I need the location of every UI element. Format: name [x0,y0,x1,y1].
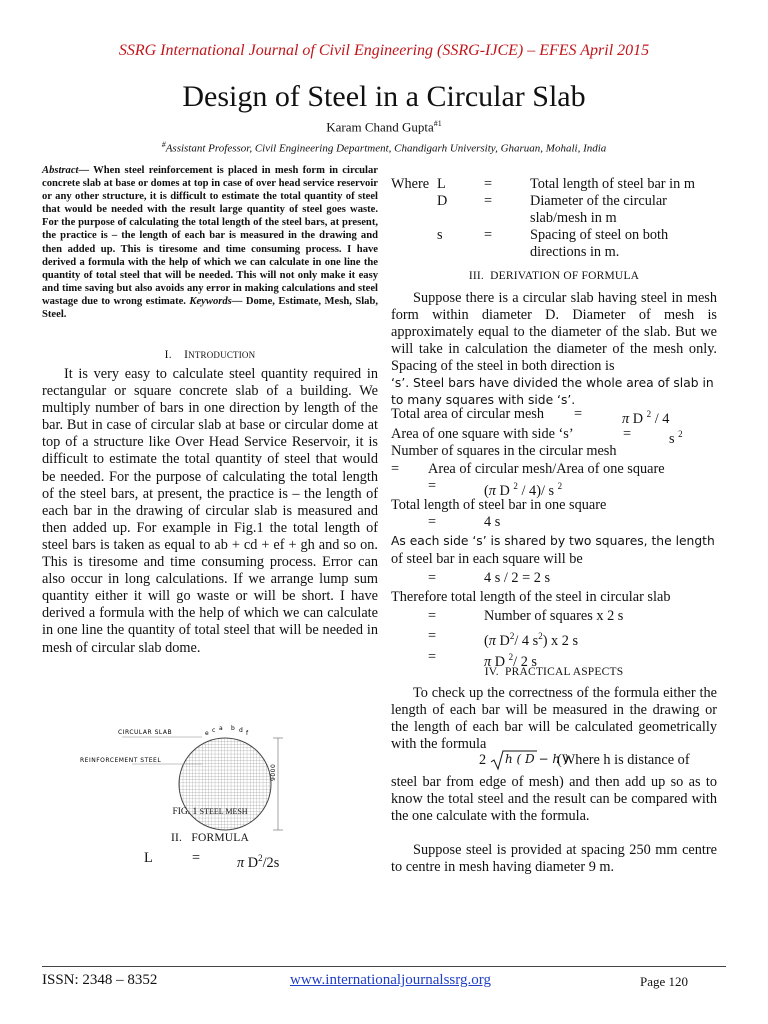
eq-value-sup: 2 [678,429,683,440]
pi-symbol: π [484,654,492,671]
section-heading-introduction [42,349,378,361]
eq-value-sup: 2 [538,631,543,642]
formula-main [42,850,378,871]
eq-label: Number of squares in the circular mesh [391,443,617,460]
eq-value-b: / 2 s [513,654,537,671]
mesh-grid [172,731,278,837]
eq-total-length-square-value [391,514,717,531]
eq-equals: = [574,406,583,422]
practical-formula-line [391,752,717,772]
eq-total-1 [391,608,717,625]
eq-value-sup: 2 [513,480,518,491]
eq-label: Total length of steel bar in one square [391,496,607,513]
keywords-text: — Dome, Estimate, Mesh, Slab, Steel. [42,295,378,321]
section-title: PRACTICAL ASPECTS [504,666,624,678]
eq-value-sup: 2 [646,409,652,419]
pi-symbol: π [622,411,630,427]
where-label: Where [391,176,430,192]
definition-equals: = [484,176,493,192]
definition-row [391,176,721,193]
eq-value: Number of squares x 2 s [484,608,624,625]
affiliation-line [0,140,768,155]
author-name: Karam Chand Gupta [326,119,434,135]
section-title: FORMULA [191,832,249,844]
eq-label: of steel bar in each square will be [391,550,583,567]
practical-paragraph-1: To check up the correctness of the formula either the length of each bar will be measured in the drawing or the length of each bar will be calculated geometrically with the formula [391,685,717,753]
caption-prefix: FIG. 1 [172,807,200,817]
formula-two: 2 [479,752,487,768]
eq-note: As each side ‘s’ is shared by two squares, the length [391,534,715,549]
eq-shared-note [391,533,717,550]
practical-paragraph-1-cont: steel bar from edge of mesh) and then add up so as to know the total steel and the result can be compared with the one calculate with the formula. [391,774,717,825]
derivation-equations [391,406,717,671]
eq-equals: = [428,569,437,586]
footer-url-link[interactable]: www.internationaljournalssrg.org [290,972,491,988]
eq-label: Area of one square with side ‘s’ [391,426,574,443]
eq-value-a: D [495,482,514,499]
bar-letter-e: e [205,730,210,737]
eq-equals: = [428,477,437,494]
eq-value-b: / 4 [651,411,670,427]
eq-equals: = [623,426,632,443]
paper-title: Design of Steel in a Circular Slab [182,80,586,113]
section-heading-practical [391,666,717,678]
definition-row [391,193,721,227]
affiliation-sup: # [161,140,166,149]
eq-shared-rest [391,551,717,568]
bar-letter-b: b [231,725,236,732]
eq-value-sup: 2 [509,631,515,642]
section-number: III. [468,270,484,282]
section-initial: I [184,349,189,361]
eq-value-a: D [495,633,510,650]
footer-issn: ISSN: 2348 – 8352 [42,972,158,988]
eq-value-b: / 4)/ s [517,482,558,499]
eq-equals: = [428,608,437,625]
definition-symbol: L [437,176,446,192]
section-number: IV. [484,666,499,678]
formula-rhs-sup: 2 [258,853,263,863]
label-dimension: 9000 [270,763,277,781]
eq-equals: = [428,514,437,531]
abstract-text: — When steel reinforcement is placed in mesh form in circular concrete slab at base or domes at top in case of over head service reservoir or any other structure, it is difficult to estimate the total quantity of steel that would be needed with the result large quantity of steel goes waste. For the purpose of calculating the total length of the steel bars, at present, the practice is – the length of each bar is measured in the drawing and then added up. This is tiresome and time consuming process. I have derived a formula with the help of which we can calculate in one line the quantity of total steel that will be needed. This will not only make it easy and time saving but also avoids any error in making calculations and steel wastage due to wrong estimate. [42,165,378,307]
eq-num-squares-value [391,477,717,499]
eq-num-squares-label [391,443,717,460]
bar-letter-f: f [246,730,249,737]
formula-inner: h ( D − h ) [505,752,569,766]
definition-row [391,227,721,261]
definition-symbol: s [437,227,443,244]
pi-symbol: π [237,855,245,871]
formula-rhs-b: /2s [262,855,280,871]
formula-rhs [237,850,279,872]
definition-spacer [391,227,437,261]
eq-num-squares-expr [391,461,717,478]
derivation-paragraph-cont: ‘s’. Steel bars have divided the whole area of slab in to many squares with side ‘s’. [391,376,714,407]
definition-equals: = [484,193,493,210]
section-number: I. [164,349,172,361]
eq-value [484,628,578,650]
section-title: DERIVATION OF FORMULA [490,270,640,282]
definition-desc: Total length of steel bar in m [530,176,695,192]
journal-header: SSRG International Journal of Civil Engineering (SSRG-IJCE) – EFES April 2015 [118,42,650,59]
pi-symbol: π [488,482,496,499]
eq-shared-value [391,570,717,587]
definition-desc: Diameter of the circular slab/mesh in m [530,193,667,227]
abstract-label: Abstract [42,165,79,176]
eq-total-length-square-label [391,497,717,514]
eq-paren: ( [484,633,489,650]
eq-value: 4 s [484,514,501,531]
derivation-paragraph: Suppose there is a circular slab having steel in mesh form within diameter D. Diameter of mesh is approximately equal to the diameter of the slab. But we will take in calculation the diameter of the mesh only. Spacing of the steel in both direction is [391,290,717,375]
definitions-table [391,176,721,261]
eq-equals: = [391,460,400,477]
label-circular-slab: CIRCULAR SLAB [118,729,173,736]
practical-paragraph-2: Suppose steel is provided at spacing 250 mm centre to centre in mesh having diameter 9 m. [391,842,717,876]
eq-paren: ( [484,482,489,499]
footer-divider [42,966,726,967]
author-line [0,119,768,135]
formula-lhs: L [144,850,153,866]
pi-symbol: π [488,633,496,650]
eq-value-a: s [669,431,679,448]
eq-value: 4 s / 2 = 2 s [484,569,551,586]
section-title: NTRODUCTION [188,350,256,360]
affiliation: Assistant Professor, Civil Engineering Department, Chandigarh University, Gharuan, Mohali, India [165,142,607,155]
eq-value-sup: 2 [508,652,514,663]
bar-letter-d: d [239,727,244,734]
definition-spacer [391,193,437,227]
abstract [42,164,378,321]
eq-equals: = [428,649,437,666]
figure-caption [42,807,378,817]
eq-equals: = [428,628,437,645]
bar-letter-c: c [212,727,216,734]
definition-symbol: D [437,193,448,210]
section-heading-derivation [391,270,717,282]
eq-value-a: D [491,654,509,671]
formula-note: (Where h is distance of [557,752,690,768]
bar-letter-a: a [219,725,224,732]
eq-label: Total area of circular mesh [391,406,545,422]
eq-total-2 [391,628,717,650]
eq-value-b: / 4 s [514,633,539,650]
formula-equals: = [192,850,201,866]
eq-value [622,406,669,428]
label-reinforcement-steel: REINFORCEMENT STEEL [80,757,162,764]
eq-therefore [391,589,717,606]
formula-rhs-a: D [244,855,259,871]
caption-text: STEEL MESH [199,807,248,816]
eq-total-area [391,406,717,427]
definition-desc: Spacing of steel on both directions in m. [530,227,669,261]
eq-value-c: ) x 2 s [542,633,579,650]
eq-label: Therefore total length of the steel in circular slab [391,588,671,605]
eq-value-a: D [629,411,647,427]
section-number: II. [170,832,183,844]
section-heading-formula [42,832,378,844]
introduction-paragraph: It is very easy to calculate steel quantity required in rectangular or square concrete slab of a building. We multiply number of bars in one direction by length of the bar. But in case of circular slab at base or circular dome at top of a structure like Over Head Service Reservoir, it is difficult to estimate the total quantity of steel that would be needed. For the purpose of calculating the total length of the steel bars, at present, the practice is – the length of each bar in the drawing of circular slab is measured and then added up. For example in Fig.1 the total length of steel bars is taken as equal to ab + cd + ef + gh and so on. This is tiresome and time consuming process. Error can also occur in long calculations. If we arrange lump sum quantity either it will go waste or will be short. I have derived a formula with the help of which we can calculate in one line the quantity of total steel that will be needed in mesh of circular slab dome. [42,366,378,656]
eq-total-3 [391,649,717,671]
eq-value-sup: 2 [557,480,563,491]
footer-page-number: Page 120 [640,974,689,989]
author-sup: #1 [433,119,442,128]
eq-one-square [391,426,717,448]
keywords-label: Keywords [189,295,232,307]
definition-equals: = [484,227,493,244]
eq-expr: Area of circular mesh/Area of one square [428,460,665,477]
